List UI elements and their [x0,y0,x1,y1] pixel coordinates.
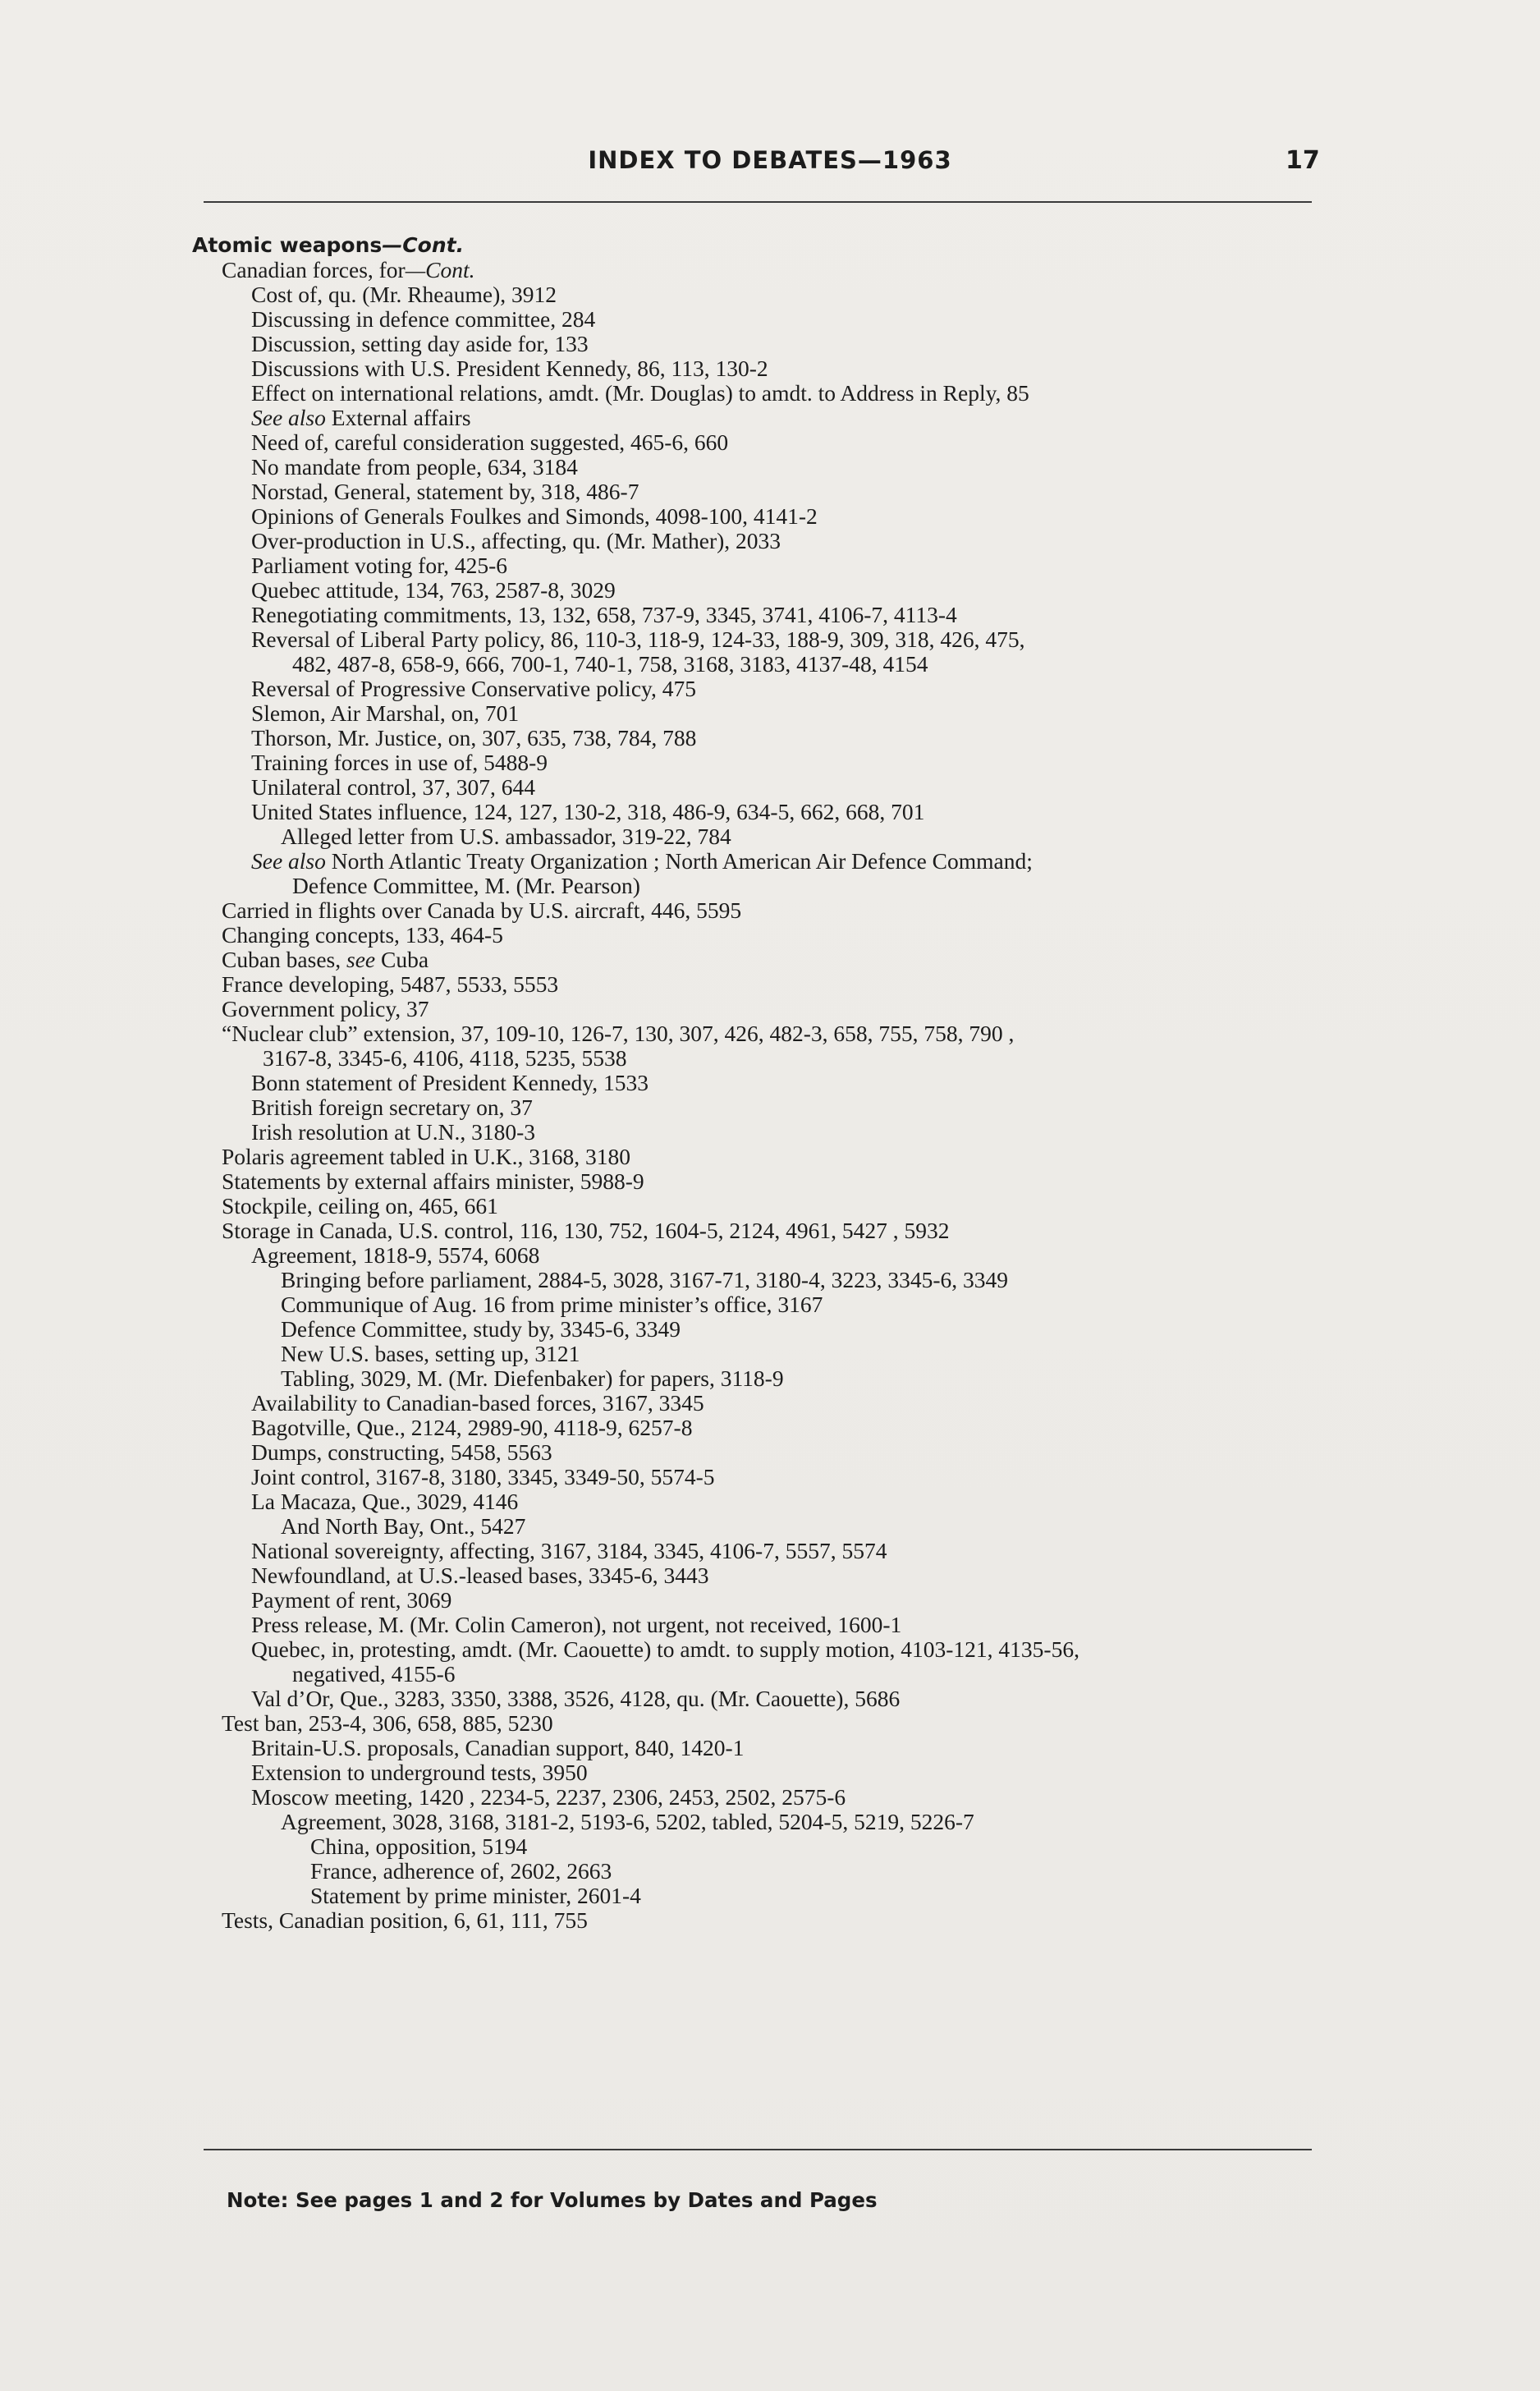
index-line-text: Moscow meeting, 1420 , 2234-5, 2237, 2306, 2453, 2502, 2575-6 [251,1784,846,1810]
index-line [192,800,1341,824]
index-line-italic: —Cont. [405,257,475,282]
index-line-text: National sovereignty, affecting, 3167, 3184, 3345, 4106-7, 5557, 5574 [251,1538,887,1563]
index-line-text: Quebec attitude, 134, 763, 2587-8, 3029 [251,577,616,603]
index-line-text: Bagotville, Que., 2124, 2989-90, 4118-9, 6257-8 [251,1415,693,1440]
index-line [192,1760,1341,1785]
index-line [192,1563,1341,1588]
index-line [192,1465,1341,1489]
index-line-text: Discussions with U.S. President Kennedy, 86, 113, 130-2 [251,356,768,381]
index-line-text: Extension to underground tests, 3950 [251,1760,588,1785]
index-line-text: Reversal of Liberal Party policy, 86, 110-3, 118-9, 124-33, 188-9, 309, 318, 426, 475, [251,626,1025,652]
index-line-text: New U.S. bases, setting up, 3121 [281,1341,580,1366]
index-line-text: Defence Committee, study by, 3345-6, 3349 [281,1316,681,1342]
index-line [192,1169,1341,1194]
index-line-text: Carried in flights over Canada by U.S. aircraft, 446, 5595 [222,897,742,923]
index-line-text: North Atlantic Treaty Organization ; North American Air Defence Command; [325,848,1033,874]
index-line [192,1859,1341,1884]
index-line-text: Training forces in use of, 5488-9 [251,750,548,775]
index-line [192,578,1341,603]
page-number: 17 [1286,146,1320,175]
index-line-text: Norstad, General, statement by, 318, 486-7 [251,479,639,504]
index-line [192,775,1341,800]
index-line [192,1366,1341,1391]
index-line [192,750,1341,775]
index-line-text: Tabling, 3029, M. (Mr. Diefenbaker) for papers, 3118-9 [281,1365,784,1391]
index-line-text: Opinions of Generals Foulkes and Simonds, 4098-100, 4141-2 [251,503,818,529]
index-line [192,1662,1341,1687]
index-line-text: France, adherence of, 2602, 2663 [310,1858,612,1884]
index-entries [192,233,1341,1933]
index-line [192,1145,1341,1169]
index-line-text: 482, 487-8, 658-9, 666, 700-1, 740-1, 758, 3168, 3183, 4137-48, 4154 [292,651,928,677]
index-line-text: Agreement, 1818-9, 5574, 6068 [251,1242,540,1268]
index-line [192,504,1341,529]
index-line-text: Bonn statement of President Kennedy, 1533 [251,1070,649,1095]
index-line [192,1292,1341,1317]
index-line [192,997,1341,1021]
index-line-text: Payment of rent, 3069 [251,1587,452,1613]
index-line-text: Need of, careful consideration suggested, 465-6, 660 [251,429,729,455]
index-line [192,307,1341,332]
index-line-text: La Macaza, Que., 3029, 4146 [251,1489,519,1514]
index-line-text: Cuban bases, [222,947,346,972]
index-line-text: Government policy, 37 [222,996,429,1021]
index-line-text: No mandate from people, 634, 3184 [251,454,578,480]
index-line-text: Changing concepts, 133, 464-5 [222,922,503,948]
index-line-text: Bringing before parliament, 2884-5, 3028, 3167-71, 3180-4, 3223, 3345-6, 3349 [281,1267,1008,1292]
index-line-text: Joint control, 3167-8, 3180, 3345, 3349-50, 5574-5 [251,1464,715,1489]
index-line [192,1810,1341,1834]
index-line [192,553,1341,578]
index-line-text: Slemon, Air Marshal, on, 701 [251,700,520,726]
index-line-text: Reversal of Progressive Conservative policy, 475 [251,676,696,701]
index-line-text: negatived, 4155-6 [292,1661,456,1687]
index-line [192,701,1341,726]
index-line [192,1884,1341,1908]
index-line-text: France developing, 5487, 5533, 5553 [222,971,559,997]
index-line [192,1071,1341,1095]
index-line-text: Agreement, 3028, 3168, 3181-2, 5193-6, 5202, tabled, 5204-5, 5219, 5226-7 [281,1809,974,1834]
index-line-text: Parliament voting for, 425-6 [251,553,508,578]
index-line [192,923,1341,948]
index-line-text: Effect on international relations, amdt. (Mr. Douglas) to amdt. to Address in Reply, 85 [251,380,1029,406]
index-line-text: Statements by external affairs minister, 5988-9 [222,1168,644,1194]
index-line [192,1539,1341,1563]
index-line [192,1613,1341,1637]
page-header-title: INDEX TO DEBATES—1963 [588,146,952,174]
index-line [192,1268,1341,1292]
index-line-text: 3167-8, 3345-6, 4106, 4118, 5235, 5538 [263,1045,627,1071]
index-line-text: Defence Committee, M. (Mr. Pearson) [292,873,640,898]
index-line-text: Stockpile, ceiling on, 465, 661 [222,1193,498,1218]
index-line [192,898,1341,923]
index-line [192,1711,1341,1736]
index-line [192,1317,1341,1342]
index-line [192,1637,1341,1662]
index-line [192,849,1341,874]
index-line [192,1021,1341,1046]
see-also-label: See also [251,848,326,874]
index-line [192,1908,1341,1933]
index-line [192,972,1341,997]
index-line-text: And North Bay, Ont., 5427 [281,1513,526,1539]
index-line-text: Statement by prime minister, 2601-4 [310,1883,641,1908]
index-line-text: Test ban, 253-4, 306, 658, 885, 5230 [222,1710,553,1736]
index-line [192,726,1341,750]
index-line-post: Cuba [375,947,429,972]
see-also-label: See also [251,405,326,430]
index-line [192,381,1341,406]
index-line [192,1785,1341,1810]
index-line-text: External affairs [325,405,471,430]
index-line-text: Press release, M. (Mr. Colin Cameron), not urgent, not received, 1600-1 [251,1612,902,1637]
index-line [192,406,1341,430]
index-line-text: Val d’Or, Que., 3283, 3350, 3388, 3526, 4128, qu. (Mr. Caouette), 5686 [251,1686,901,1711]
index-line-text: Britain-U.S. proposals, Canadian support, 840, 1420-1 [251,1735,745,1760]
index-line-text: Thorson, Mr. Justice, on, 307, 635, 738, 784, 788 [251,725,697,750]
index-line [192,1120,1341,1145]
index-line-text: Newfoundland, at U.S.-leased bases, 3345-6, 3443 [251,1563,709,1588]
index-line [192,1489,1341,1514]
header-rule [204,201,1312,203]
heading-main: Atomic weapons [192,233,383,257]
index-line [192,1514,1341,1539]
index-line-text: Quebec, in, protesting, amdt. (Mr. Caouette) to amdt. to supply motion, 4103-121, 4135-56, [251,1636,1079,1662]
index-line [192,480,1341,504]
index-line [192,1342,1341,1366]
index-line-text: Communique of Aug. 16 from prime minister’s office, 3167 [281,1292,823,1317]
footer-rule [204,2149,1312,2150]
index-line [192,677,1341,701]
index-line [192,1834,1341,1859]
index-line [192,1588,1341,1613]
index-line [192,627,1341,652]
index-line [192,1095,1341,1120]
index-line-text: Polaris agreement tabled in U.K., 3168, 3180 [222,1144,630,1169]
index-line [192,1440,1341,1465]
index-line [192,1243,1341,1268]
index-line [192,529,1341,553]
index-line [192,1736,1341,1760]
index-line [192,430,1341,455]
index-line [192,603,1341,627]
heading-cont: —Cont. [382,233,465,257]
index-line-text: British foreign secretary on, 37 [251,1095,533,1120]
index-line-text: Tests, Canadian position, 6, 61, 111, 755 [222,1907,588,1933]
index-line [192,1194,1341,1218]
index-line [192,1416,1341,1440]
index-line [192,874,1341,898]
index-line [192,282,1341,307]
index-line [192,455,1341,480]
index-line [192,824,1341,849]
index-line [192,258,1341,282]
index-line-text: Cost of, qu. (Mr. Rheaume), 3912 [251,282,557,307]
index-line-text: Availability to Canadian-based forces, 3167, 3345 [251,1390,704,1416]
index-line-text: Dumps, constructing, 5458, 5563 [251,1439,552,1465]
index-line-text: Renegotiating commitments, 13, 132, 658, 737-9, 3345, 3741, 4106-7, 4113-4 [251,602,957,627]
index-line-text: United States influence, 124, 127, 130-2, 318, 486-9, 634-5, 662, 668, 701 [251,799,925,824]
index-line-text: China, opposition, 5194 [310,1833,528,1859]
index-line-text: Alleged letter from U.S. ambassador, 319-22, 784 [281,824,731,849]
index-line-text: Canadian forces, for [222,257,406,282]
index-line [192,1046,1341,1071]
index-line-text: Discussion, setting day aside for, 133 [251,331,589,356]
index-line-text: Unilateral control, 37, 307, 644 [251,774,535,800]
index-line [192,1687,1341,1711]
index-line [192,1218,1341,1243]
index-line [192,652,1341,677]
index-line [192,332,1341,356]
footer-note: Note: See pages 1 and 2 for Volumes by Dates and Pages [227,2188,878,2212]
index-line-text: Discussing in defence committee, 284 [251,306,596,332]
index-line [192,1391,1341,1416]
index-heading [192,233,1341,258]
index-line-text: Over-production in U.S., affecting, qu. (Mr. Mather), 2033 [251,528,781,553]
index-line [192,948,1341,972]
index-line-text: “Nuclear club” extension, 37, 109-10, 126-7, 130, 307, 426, 482-3, 658, 755, 758, 790 , [222,1021,1015,1046]
index-line-text: Storage in Canada, U.S. control, 116, 130, 752, 1604-5, 2124, 4961, 5427 , 5932 [222,1218,950,1243]
index-line-text: Irish resolution at U.N., 3180-3 [251,1119,535,1145]
index-line-italic: see [346,947,376,972]
index-line [192,356,1341,381]
